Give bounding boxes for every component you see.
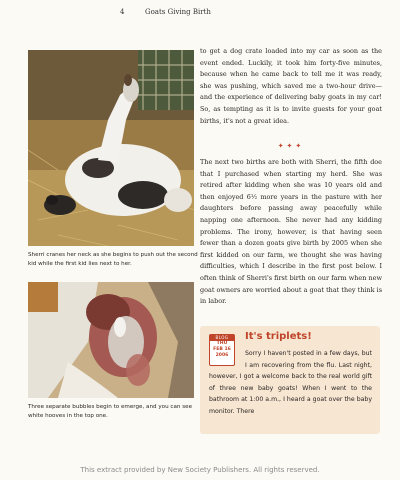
blog-post-text: Sorry I haven't posted in a few days, but I am recovering from the flu. Last night, however, I got a welcome back to the real world gift of three new baby goats! When I went to the bathroom at 1:00 a.m., I heard a goat over the baby monitor. There xyxy=(209,350,372,415)
birth-bubbles-image xyxy=(28,282,194,398)
copyright-footer: This extract provided by New Society Publishers. All rights reserved. xyxy=(80,466,320,474)
blog-post-sidebar xyxy=(200,326,380,434)
calendar-weekday: THU xyxy=(216,341,228,346)
calendar-bar: BLOG xyxy=(210,335,234,341)
photo-caption-bottom: Three separate bubbles begin to emerge, and you can see white hooves in the top one. xyxy=(28,404,193,419)
page-number: 4 xyxy=(120,8,125,16)
goat-birth-photo-2 xyxy=(28,282,194,398)
blog-post-title: It's triplets! xyxy=(245,331,312,342)
section-break-ornament: ✦✦✦ xyxy=(277,142,305,150)
body-paragraph-2: The next two births are both with Sherri, the fifth doe that I purchased when starting my herd. She was retired after kidding when she was 10 years old and then enjoyed 6½ more years in the pasture with her daughters before passing away peacefully while napping one afternoon. She never had any kidding problems. The irony, however, is that having seen fewer than a dozen goats give birth by 2005 when she first kidded on our farm, we thought she was having difficulties, which I describe in the first post below. I often think of Sherri's first birth on our farm when new goat owners are worried about a goat that they think is in labor. xyxy=(200,158,382,306)
goat-lying-in-straw-image xyxy=(28,50,194,246)
blog-post-body xyxy=(209,348,372,418)
running-head: Goats Giving Birth xyxy=(145,8,211,16)
goat-birth-photo-1 xyxy=(28,50,194,246)
photo-caption-top: Sherri cranes her neck as she begins to push out the second kid while the first kid lies next to her. xyxy=(28,252,198,267)
body-paragraph-1: to get a dog crate loaded into my car as soon as the event ended. Luckily, it took him forty-five minutes, because when he came back to tell me it was ready, she was pushing, which saved me a two-hour drive—and the experience of delivering baby goats in my car! So, as tempting as it is to invite guests for your goat births, it's not a great idea. xyxy=(200,47,382,125)
calendar-year: 2006 xyxy=(215,353,229,358)
calendar-date: FEB 16 xyxy=(213,347,231,352)
